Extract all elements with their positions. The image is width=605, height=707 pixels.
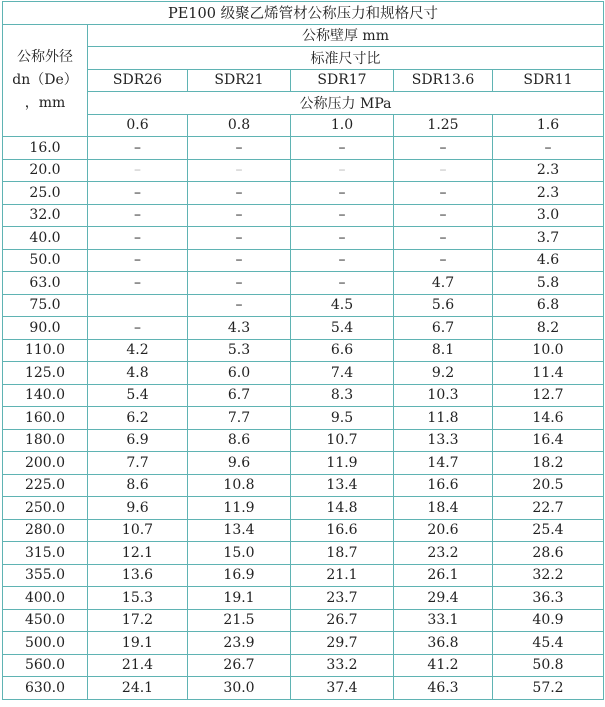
table-row: [3, 317, 604, 340]
table-row: [3, 519, 604, 542]
wall-thickness-cell: 14.7: [394, 452, 493, 475]
wall-thickness-cell: 50.8: [493, 654, 604, 677]
header-row-wall: [3, 24, 604, 47]
wall-thickness-cell: 9.5: [291, 407, 394, 430]
wall-thickness-cell: 29.7: [291, 632, 394, 655]
wall-thickness-cell: –: [88, 317, 188, 340]
wall-thickness-cell: 8.1: [394, 339, 493, 362]
wall-thickness-cell: –: [188, 294, 291, 317]
wall-thickness-cell: 10.0: [493, 339, 604, 362]
wall-thickness-cell: 21.4: [88, 654, 188, 677]
wall-thickness-cell: 9.2: [394, 362, 493, 385]
table-row: [3, 542, 604, 565]
wall-thickness-cell: –: [493, 137, 604, 160]
wall-thickness-cell: –: [291, 249, 394, 272]
table-row: [3, 677, 604, 700]
dn-cell: 125.0: [3, 362, 88, 385]
dn-column-header: [3, 24, 88, 137]
header-row-sdr-values: [3, 69, 604, 92]
wall-thickness-cell: –: [291, 272, 394, 295]
wall-thickness-cell: 11.8: [394, 407, 493, 430]
pressure-value: 1.0: [291, 114, 394, 137]
wall-thickness-cell: 23.2: [394, 542, 493, 565]
wall-thickness-header: 公称壁厚 mm: [88, 24, 604, 47]
wall-thickness-cell: 18.2: [493, 452, 604, 475]
wall-thickness-cell: 11.9: [188, 497, 291, 520]
sdr-value: SDR26: [88, 69, 188, 92]
wall-thickness-cell: 6.8: [493, 294, 604, 317]
wall-thickness-cell: 16.6: [394, 474, 493, 497]
wall-thickness-cell: 32.2: [493, 564, 604, 587]
wall-thickness-cell: –: [394, 204, 493, 227]
wall-thickness-cell: 5.3: [188, 339, 291, 362]
wall-thickness-cell: 11.9: [291, 452, 394, 475]
wall-thickness-cell: 6.6: [291, 339, 394, 362]
table-row: [3, 227, 604, 250]
wall-thickness-cell: 10.3: [394, 384, 493, 407]
dn-cell: 500.0: [3, 632, 88, 655]
wall-thickness-cell: 16.4: [493, 429, 604, 452]
table-row: [3, 452, 604, 475]
wall-thickness-cell: 33.1: [394, 609, 493, 632]
wall-thickness-cell: 36.3: [493, 587, 604, 610]
table-row: [3, 204, 604, 227]
wall-thickness-cell: 20.5: [493, 474, 604, 497]
sdr-header: 标准尺寸比: [88, 47, 604, 70]
dn-cell: 200.0: [3, 452, 88, 475]
wall-thickness-cell: 25.4: [493, 519, 604, 542]
table-row: [3, 384, 604, 407]
table-row: [3, 249, 604, 272]
dn-cell: 90.0: [3, 317, 88, 340]
wall-thickness-cell: 4.8: [88, 362, 188, 385]
pe100-spec-table: [2, 1, 604, 700]
pressure-value: 1.25: [394, 114, 493, 137]
wall-thickness-cell: 14.6: [493, 407, 604, 430]
table-row: [3, 429, 604, 452]
wall-thickness-cell: –: [291, 159, 394, 182]
wall-thickness-cell: 11.4: [493, 362, 604, 385]
wall-thickness-cell: 4.7: [394, 272, 493, 295]
dn-cell: 225.0: [3, 474, 88, 497]
wall-thickness-cell: 40.9: [493, 609, 604, 632]
dn-cell: 20.0: [3, 159, 88, 182]
wall-thickness-cell: 7.7: [188, 407, 291, 430]
wall-thickness-cell: 36.8: [394, 632, 493, 655]
table-row: [3, 497, 604, 520]
title-row: [3, 2, 604, 25]
wall-thickness-cell: 21.5: [188, 609, 291, 632]
dn-header-line-1: 公称外径: [17, 48, 73, 65]
sdr-value: SDR13.6: [394, 69, 493, 92]
wall-thickness-cell: –: [88, 182, 188, 205]
dn-cell: 50.0: [3, 249, 88, 272]
dn-cell: 280.0: [3, 519, 88, 542]
wall-thickness-cell: 24.1: [88, 677, 188, 700]
wall-thickness-cell: 46.3: [394, 677, 493, 700]
wall-thickness-cell: –: [291, 137, 394, 160]
wall-thickness-cell: 6.9: [88, 429, 188, 452]
wall-thickness-cell: 26.7: [291, 609, 394, 632]
wall-thickness-cell: –: [188, 204, 291, 227]
wall-thickness-cell: –: [291, 227, 394, 250]
wall-thickness-cell: 33.2: [291, 654, 394, 677]
wall-thickness-cell: 3.7: [493, 227, 604, 250]
table-row: [3, 564, 604, 587]
dn-cell: 16.0: [3, 137, 88, 160]
wall-thickness-cell: –: [291, 204, 394, 227]
header-row-pressure-values: [3, 114, 604, 137]
wall-thickness-cell: 41.2: [394, 654, 493, 677]
wall-thickness-cell: 21.1: [291, 564, 394, 587]
pressure-value: 0.6: [88, 114, 188, 137]
wall-thickness-cell: 18.7: [291, 542, 394, 565]
wall-thickness-cell: 28.6: [493, 542, 604, 565]
wall-thickness-cell: 29.4: [394, 587, 493, 610]
wall-thickness-cell: 6.7: [188, 384, 291, 407]
table-row: [3, 294, 604, 317]
wall-thickness-cell: 45.4: [493, 632, 604, 655]
wall-thickness-cell: 4.5: [291, 294, 394, 317]
wall-thickness-cell: 15.3: [88, 587, 188, 610]
wall-thickness-cell: 26.1: [394, 564, 493, 587]
dn-cell: 25.0: [3, 182, 88, 205]
wall-thickness-cell: –: [188, 249, 291, 272]
wall-thickness-cell: [88, 294, 188, 317]
table-row: [3, 654, 604, 677]
sdr-value: SDR11: [493, 69, 604, 92]
wall-thickness-cell: –: [188, 137, 291, 160]
wall-thickness-cell: 18.4: [394, 497, 493, 520]
dn-header-line-3: ，mm: [24, 94, 66, 111]
wall-thickness-cell: –: [88, 137, 188, 160]
wall-thickness-cell: 20.6: [394, 519, 493, 542]
wall-thickness-cell: 7.4: [291, 362, 394, 385]
wall-thickness-cell: 13.4: [291, 474, 394, 497]
wall-thickness-cell: –: [394, 159, 493, 182]
dn-cell: 110.0: [3, 339, 88, 362]
wall-thickness-cell: 16.9: [188, 564, 291, 587]
wall-thickness-cell: 9.6: [88, 497, 188, 520]
wall-thickness-cell: 8.3: [291, 384, 394, 407]
wall-thickness-cell: –: [394, 182, 493, 205]
wall-thickness-cell: 16.6: [291, 519, 394, 542]
wall-thickness-cell: 10.7: [291, 429, 394, 452]
wall-thickness-cell: –: [88, 204, 188, 227]
dn-header-line-2: dn（De）: [12, 71, 78, 88]
dn-cell: 63.0: [3, 272, 88, 295]
table-row: [3, 339, 604, 362]
wall-thickness-cell: 5.8: [493, 272, 604, 295]
table-row: [3, 182, 604, 205]
sdr-value: SDR17: [291, 69, 394, 92]
wall-thickness-cell: 19.1: [88, 632, 188, 655]
dn-cell: 630.0: [3, 677, 88, 700]
wall-thickness-cell: 37.4: [291, 677, 394, 700]
wall-thickness-cell: 8.6: [188, 429, 291, 452]
wall-thickness-cell: 2.3: [493, 159, 604, 182]
wall-thickness-cell: –: [188, 272, 291, 295]
dn-cell: 140.0: [3, 384, 88, 407]
table-row: [3, 407, 604, 430]
wall-thickness-cell: 13.3: [394, 429, 493, 452]
wall-thickness-cell: 23.9: [188, 632, 291, 655]
wall-thickness-cell: 2.3: [493, 182, 604, 205]
table-row: [3, 587, 604, 610]
wall-thickness-cell: 19.1: [188, 587, 291, 610]
wall-thickness-cell: 5.4: [88, 384, 188, 407]
wall-thickness-cell: –: [394, 227, 493, 250]
dn-cell: 450.0: [3, 609, 88, 632]
wall-thickness-cell: 9.6: [188, 452, 291, 475]
dn-cell: 160.0: [3, 407, 88, 430]
dn-cell: 40.0: [3, 227, 88, 250]
sdr-value: SDR21: [188, 69, 291, 92]
header-row-sdr-label: [3, 47, 604, 70]
table-row: [3, 159, 604, 182]
table-row: [3, 272, 604, 295]
wall-thickness-cell: 13.6: [88, 564, 188, 587]
wall-thickness-cell: 4.2: [88, 339, 188, 362]
wall-thickness-cell: 5.4: [291, 317, 394, 340]
dn-cell: 75.0: [3, 294, 88, 317]
dn-cell: 315.0: [3, 542, 88, 565]
wall-thickness-cell: 26.7: [188, 654, 291, 677]
table-title: PE100 级聚乙烯管材公称压力和规格尺寸: [3, 2, 604, 25]
wall-thickness-cell: 10.8: [188, 474, 291, 497]
wall-thickness-cell: 15.0: [188, 542, 291, 565]
wall-thickness-cell: 12.7: [493, 384, 604, 407]
wall-thickness-cell: –: [188, 227, 291, 250]
wall-thickness-cell: 30.0: [188, 677, 291, 700]
wall-thickness-cell: 6.0: [188, 362, 291, 385]
wall-thickness-cell: 14.8: [291, 497, 394, 520]
header-row-pressure-label: [3, 92, 604, 115]
wall-thickness-cell: –: [88, 272, 188, 295]
table-row: [3, 632, 604, 655]
wall-thickness-cell: 12.1: [88, 542, 188, 565]
wall-thickness-cell: –: [88, 249, 188, 272]
wall-thickness-cell: 5.6: [394, 294, 493, 317]
wall-thickness-cell: 6.7: [394, 317, 493, 340]
table-row: [3, 474, 604, 497]
dn-cell: 400.0: [3, 587, 88, 610]
dn-cell: 180.0: [3, 429, 88, 452]
wall-thickness-cell: 8.2: [493, 317, 604, 340]
wall-thickness-cell: 13.4: [188, 519, 291, 542]
wall-thickness-cell: –: [88, 159, 188, 182]
wall-thickness-cell: 57.2: [493, 677, 604, 700]
table-row: [3, 609, 604, 632]
wall-thickness-cell: –: [291, 182, 394, 205]
wall-thickness-cell: 3.0: [493, 204, 604, 227]
table-row: [3, 137, 604, 160]
wall-thickness-cell: –: [394, 249, 493, 272]
table-row: [3, 362, 604, 385]
wall-thickness-cell: 6.2: [88, 407, 188, 430]
wall-thickness-cell: 8.6: [88, 474, 188, 497]
wall-thickness-cell: 4.3: [188, 317, 291, 340]
dn-cell: 32.0: [3, 204, 88, 227]
pressure-header: 公称压力 MPa: [88, 92, 604, 115]
pressure-value: 0.8: [188, 114, 291, 137]
wall-thickness-cell: 17.2: [88, 609, 188, 632]
wall-thickness-cell: 7.7: [88, 452, 188, 475]
wall-thickness-cell: –: [188, 159, 291, 182]
dn-cell: 250.0: [3, 497, 88, 520]
wall-thickness-cell: 10.7: [88, 519, 188, 542]
wall-thickness-cell: 22.7: [493, 497, 604, 520]
wall-thickness-cell: –: [188, 182, 291, 205]
wall-thickness-cell: 23.7: [291, 587, 394, 610]
dn-cell: 560.0: [3, 654, 88, 677]
wall-thickness-cell: –: [394, 137, 493, 160]
wall-thickness-cell: –: [88, 227, 188, 250]
pressure-value: 1.6: [493, 114, 604, 137]
wall-thickness-cell: 4.6: [493, 249, 604, 272]
dn-cell: 355.0: [3, 564, 88, 587]
